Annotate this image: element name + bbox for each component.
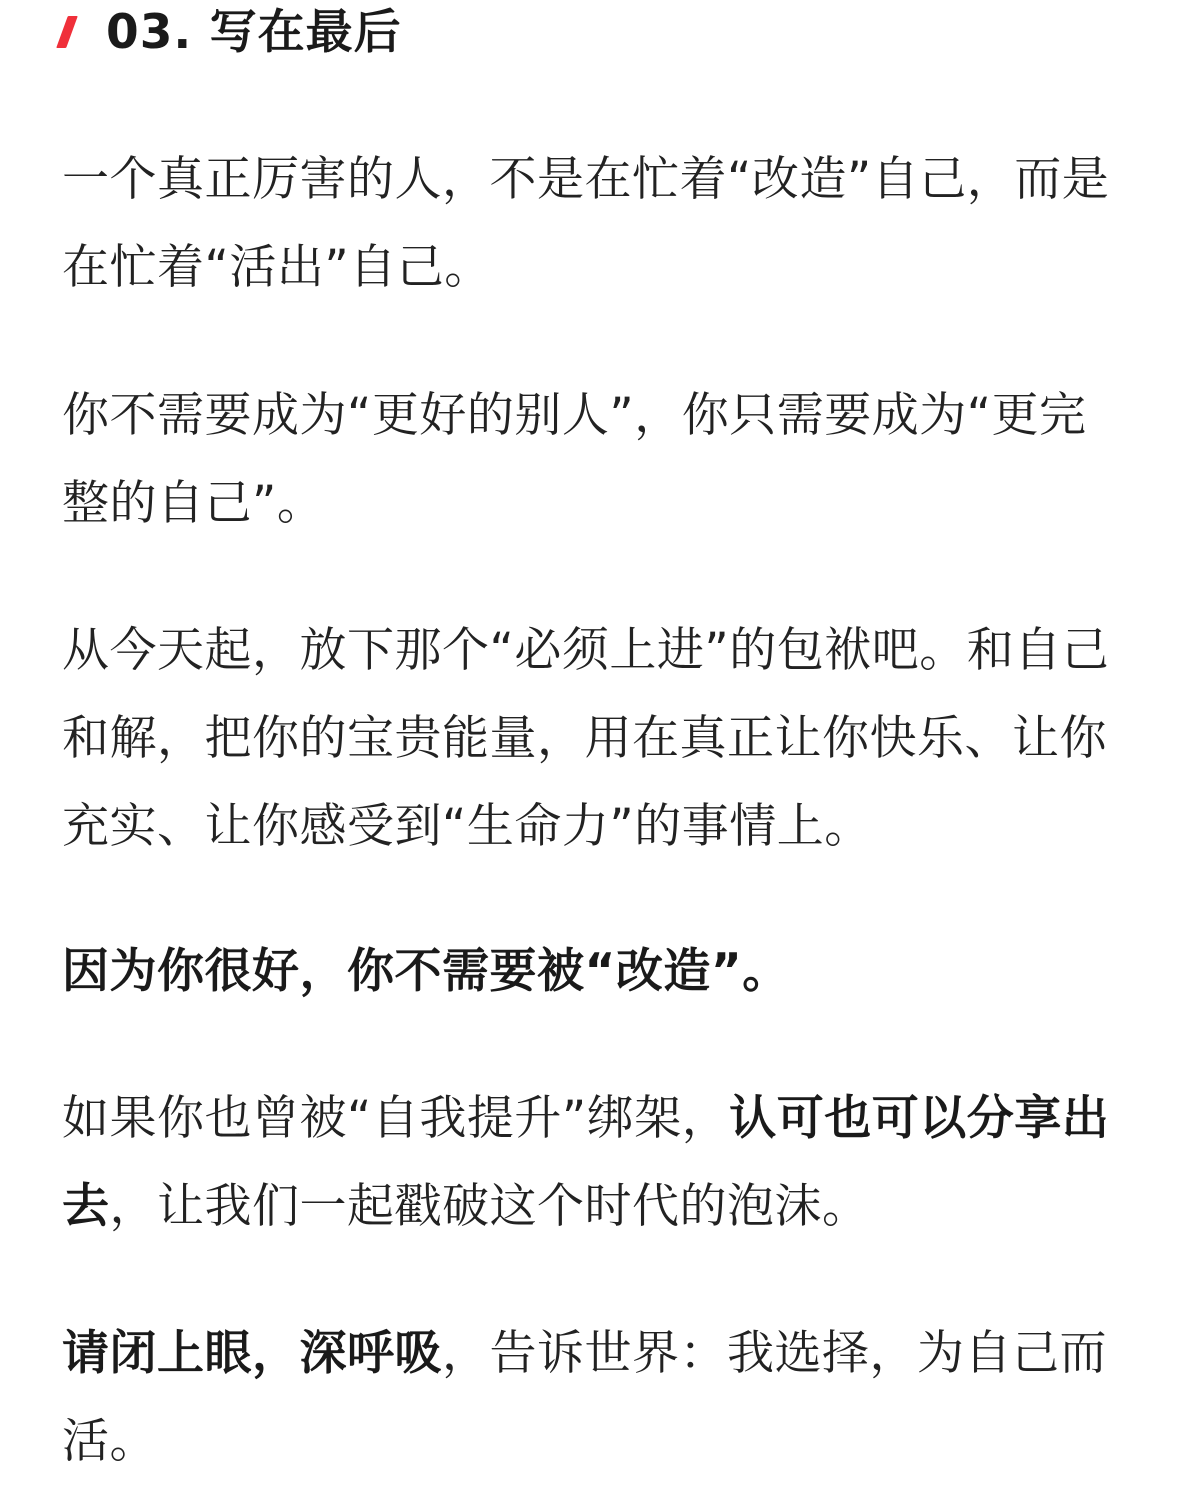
paragraph-5 <box>62 1075 1122 1251</box>
paragraph-4-emphasis: 因为你很好，你不需要被“改造”。 <box>62 944 790 999</box>
red-slash-icon <box>56 16 78 48</box>
paragraph-2: 你不需要成为“更好的别人”，你只需要成为“更完整的自己”。 <box>62 388 1087 531</box>
paragraph-5-bold: 认可也可以分享出去 <box>62 1091 1110 1234</box>
paragraph-5-text-a: 如果你也曾被“自我提升”绑架， <box>62 1091 730 1146</box>
paragraph-1: 一个真正厉害的人，不是在忙着“改造”自己，而是在忙着“活出”自己。 <box>62 152 1110 295</box>
paragraph-5-text-c: ，让我们一起戳破这个时代的泡沫。 <box>109 1179 870 1234</box>
paragraph-6 <box>62 1310 1122 1486</box>
paragraph-6-bold: 请闭上眼，深呼吸 <box>62 1326 442 1381</box>
section-header <box>62 0 402 64</box>
paragraph-3: 从今天起，放下那个“必须上进”的包袱吧。和自己和解，把你的宝贵能量，用在真正让你快乐、让你充实、让你感受到“生命力”的事情上。 <box>62 623 1110 854</box>
section-title: 03. 写在最后 <box>106 4 402 60</box>
paragraph-6-text-b: ，告诉世界：我选择，为自己而活。 <box>62 1326 1107 1469</box>
